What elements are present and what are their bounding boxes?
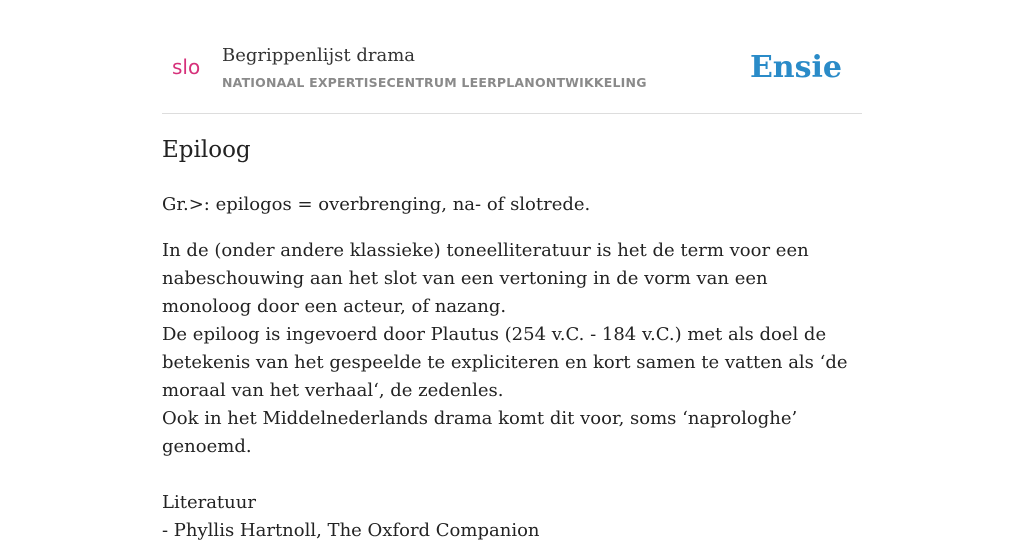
header [162, 0, 862, 114]
etymology: Gr.>: epilogos = overbrenging, na- of slotrede. [162, 194, 591, 215]
literature-heading: Literatuur [162, 492, 256, 513]
paragraph-2: De epiloog is ingevoerd door Plautus (254 v.C. - 184 v.C.) met als doel de betekenis van het gespeelde te expliciteren en kort samen te vatten als ‘de moraal van het verhaal‘, de zedenles. [162, 324, 848, 401]
term-heading: Epiloog [162, 137, 251, 163]
paragraph-3: Ook in het Middelnederlands drama komt dit voor, soms ‘naprologhe’ genoemd. [162, 408, 798, 457]
organization-subtitle: NATIONAAL EXPERTISECENTRUM LEERPLANONTWIKKELING [222, 75, 647, 90]
spacer [162, 461, 862, 489]
page [162, 0, 862, 541]
page-title[interactable]: Begrippenlijst drama [222, 45, 415, 66]
literature-item: - Phyllis Hartnoll, The Oxford Companion [162, 520, 540, 541]
definition-body [162, 237, 862, 545]
paragraph-1: In de (onder andere klassieke) toneelliteratuur is het de term voor een nabeschouwing aan het slot van een vertoning in de vorm van een monoloog door een acteur, of nazang. [162, 240, 809, 317]
ensie-logo[interactable]: Ensie [749, 50, 842, 85]
slo-logo[interactable]: slo [172, 55, 201, 79]
